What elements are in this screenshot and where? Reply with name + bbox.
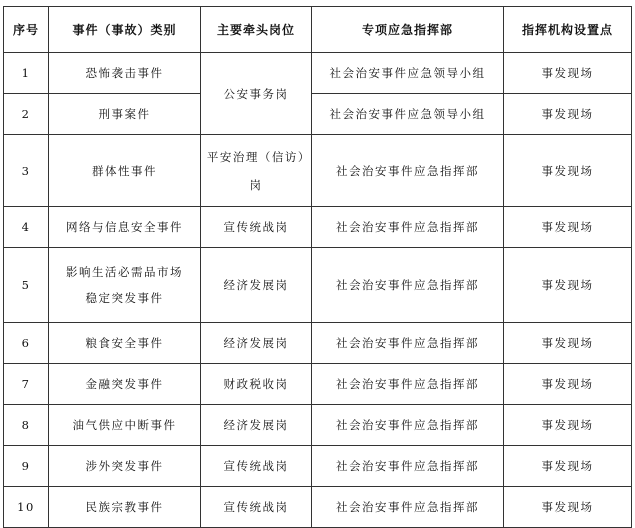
cell-command-center: 社会治安事件应急领导小组 [312, 94, 504, 135]
cell-serial-number: 9 [4, 446, 49, 487]
cell-lead-post: 经济发展岗 [201, 323, 312, 364]
incident-command-table [3, 6, 632, 528]
cell-serial-number: 10 [4, 487, 49, 528]
cell-serial-number: 8 [4, 405, 49, 446]
cell-lead-post: 经济发展岗 [201, 248, 312, 323]
cell-command-site: 事发现场 [504, 207, 632, 248]
table-row [4, 94, 632, 135]
header-lead-post: 主要牵头岗位 [201, 7, 312, 53]
cell-lead-post: 公安事务岗 [201, 53, 312, 135]
cell-event-category: 涉外突发事件 [49, 446, 201, 487]
cell-command-site: 事发现场 [504, 487, 632, 528]
cell-command-center: 社会治安事件应急指挥部 [312, 207, 504, 248]
cell-event-category: 刑事案件 [49, 94, 201, 135]
header-command-center: 专项应急指挥部 [312, 7, 504, 53]
cell-event-category: 恐怖袭击事件 [49, 53, 201, 94]
cell-serial-number: 1 [4, 53, 49, 94]
cell-lead-post: 平安治理（信访）岗 [201, 135, 312, 207]
cell-event-category: 粮食安全事件 [49, 323, 201, 364]
cell-event-category: 网络与信息安全事件 [49, 207, 201, 248]
header-event-category: 事件（事故）类别 [49, 7, 201, 53]
cell-serial-number: 6 [4, 323, 49, 364]
cell-command-center: 社会治安事件应急指挥部 [312, 405, 504, 446]
cell-command-site: 事发现场 [504, 323, 632, 364]
cell-command-center: 社会治安事件应急指挥部 [312, 446, 504, 487]
cell-command-site: 事发现场 [504, 248, 632, 323]
cell-command-center: 社会治安事件应急指挥部 [312, 248, 504, 323]
table-row [4, 53, 632, 94]
header-command-site: 指挥机构设置点 [504, 7, 632, 53]
cell-command-center: 社会治安事件应急领导小组 [312, 53, 504, 94]
cell-serial-number: 7 [4, 364, 49, 405]
table-row [4, 405, 632, 446]
cell-command-site: 事发现场 [504, 53, 632, 94]
table-row [4, 446, 632, 487]
cell-lead-post: 财政税收岗 [201, 364, 312, 405]
table-row [4, 135, 632, 207]
cell-command-site: 事发现场 [504, 94, 632, 135]
cell-lead-post: 宣传统战岗 [201, 207, 312, 248]
table-row [4, 207, 632, 248]
cell-command-site: 事发现场 [504, 135, 632, 207]
cell-lead-post: 宣传统战岗 [201, 487, 312, 528]
cell-command-site: 事发现场 [504, 446, 632, 487]
table-header-row [4, 7, 632, 53]
cell-lead-post: 宣传统战岗 [201, 446, 312, 487]
table-row [4, 248, 632, 323]
cell-event-category: 油气供应中断事件 [49, 405, 201, 446]
cell-serial-number: 5 [4, 248, 49, 323]
cell-command-center: 社会治安事件应急指挥部 [312, 323, 504, 364]
cell-serial-number: 3 [4, 135, 49, 207]
cell-event-category: 影响生活必需品市场稳定突发事件 [49, 248, 201, 323]
cell-lead-post: 经济发展岗 [201, 405, 312, 446]
cell-command-center: 社会治安事件应急指挥部 [312, 135, 504, 207]
cell-event-category: 群体性事件 [49, 135, 201, 207]
cell-command-center: 社会治安事件应急指挥部 [312, 364, 504, 405]
cell-event-category: 金融突发事件 [49, 364, 201, 405]
table-row [4, 364, 632, 405]
cell-serial-number: 4 [4, 207, 49, 248]
header-serial-number: 序号 [4, 7, 49, 53]
cell-command-site: 事发现场 [504, 405, 632, 446]
table-row [4, 487, 632, 528]
cell-command-site: 事发现场 [504, 364, 632, 405]
table-row [4, 323, 632, 364]
cell-serial-number: 2 [4, 94, 49, 135]
cell-command-center: 社会治安事件应急指挥部 [312, 487, 504, 528]
cell-event-category: 民族宗教事件 [49, 487, 201, 528]
